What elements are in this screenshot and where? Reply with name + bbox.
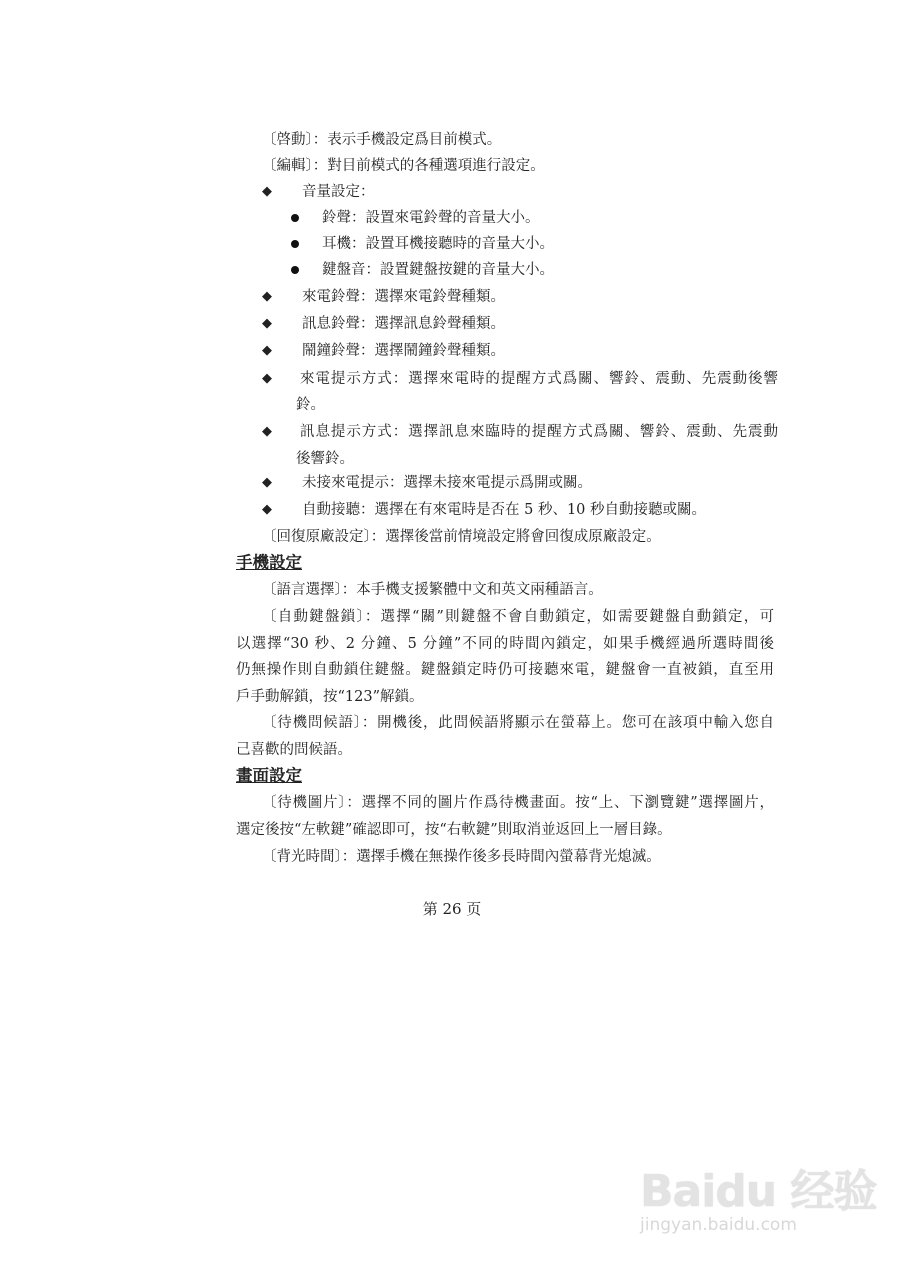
diamond-bullet-icon: ◆ xyxy=(262,316,272,331)
text-line: 〔編輯〕：對目前模式的各種選項進行設定。 xyxy=(262,158,545,174)
text-line: 來電提示方式：選擇來電時的提醒方式爲關、響鈴、震動、先震動後響 xyxy=(300,371,778,387)
text-line: 耳機：設置耳機接聽時的音量大小。 xyxy=(322,236,554,252)
text-line: 鬧鐘鈴聲：選擇鬧鐘鈴聲種類。 xyxy=(302,343,505,359)
diamond-bullet-icon: ◆ xyxy=(262,289,272,304)
text-line: 〔待機圖片〕：選擇不同的圖片作爲待機畫面。按“上、下瀏覽鍵”選擇圖片， xyxy=(262,795,774,811)
round-bullet-icon xyxy=(291,240,299,248)
page-number: 第 26 页 xyxy=(422,900,482,918)
text-line: 戶手動解鎖，按“123”解鎖。 xyxy=(236,689,424,705)
diamond-bullet-icon: ◆ xyxy=(262,424,272,439)
text-line: 音量設定： xyxy=(302,184,375,200)
text-line: 來電鈴聲：選擇來電鈴聲種類。 xyxy=(302,289,505,305)
text-line: 〔回復原廠設定〕：選擇後當前情境設定將會回復成原廠設定。 xyxy=(262,529,661,545)
diamond-bullet-icon: ◆ xyxy=(262,475,272,490)
text-line: 鍵盤音：設置鍵盤按鍵的音量大小。 xyxy=(322,262,554,278)
watermark-brand: Baidu 经验 xyxy=(640,1166,877,1217)
text-line: 未接來電提示：選擇未接來電提示爲開或關。 xyxy=(302,475,592,491)
text-line: 〔語言選擇〕：本手機支援繁體中文和英文兩種語言。 xyxy=(262,582,603,598)
text-line: 〔待機問候語〕：開機後，此問候語將顯示在螢幕上。您可在該項中輸入您自 xyxy=(262,715,774,731)
text-line: 訊息提示方式：選擇訊息來臨時的提醒方式爲關、響鈴、震動、先震動 xyxy=(300,424,778,440)
round-bullet-icon xyxy=(291,214,299,222)
round-bullet-icon xyxy=(291,266,299,274)
text-line: 鈴。 xyxy=(296,397,325,413)
text-line: 訊息鈴聲：選擇訊息鈴聲種類。 xyxy=(302,316,505,332)
diamond-bullet-icon: ◆ xyxy=(262,184,272,199)
text-line: 己喜歡的問候語。 xyxy=(236,742,352,758)
text-line: 以選擇“30 秒、2 分鐘、5 分鐘”不同的時間內鎖定，如果手機經過所選時間後 xyxy=(236,636,774,652)
diamond-bullet-icon: ◆ xyxy=(262,343,272,358)
section-heading: 手機設定 xyxy=(236,553,302,572)
text-line: 仍無操作則自動鎖住鍵盤。鍵盤鎖定時仍可接聽來電，鍵盤會一直被鎖，直至用 xyxy=(236,662,774,678)
text-line: 鈴聲：設置來電鈴聲的音量大小。 xyxy=(322,210,540,226)
diamond-bullet-icon: ◆ xyxy=(262,371,272,386)
watermark-url: jingyan.baidu.com xyxy=(640,1215,797,1235)
text-line: 〔自動鍵盤鎖〕：選擇“關”則鍵盤不會自動鎖定，如需要鍵盤自動鎖定，可 xyxy=(262,609,774,625)
diamond-bullet-icon: ◆ xyxy=(262,502,272,517)
text-line: 自動接聽：選擇在有來電時是否在 5 秒、10 秒自動接聽或關。 xyxy=(302,502,707,518)
text-line: 後響鈴。 xyxy=(296,451,354,467)
text-line: 〔啓動〕：表示手機設定爲目前模式。 xyxy=(262,132,502,148)
text-line: 〔背光時間〕：選擇手機在無操作後多長時間內螢幕背光熄滅。 xyxy=(262,849,661,865)
baidu-watermark-logo xyxy=(640,1155,876,1235)
text-line: 選定後按“左軟鍵”確認即可，按“右軟鍵”則取消並返回上一層目錄。 xyxy=(236,822,672,838)
section-heading: 畫面設定 xyxy=(236,766,302,785)
